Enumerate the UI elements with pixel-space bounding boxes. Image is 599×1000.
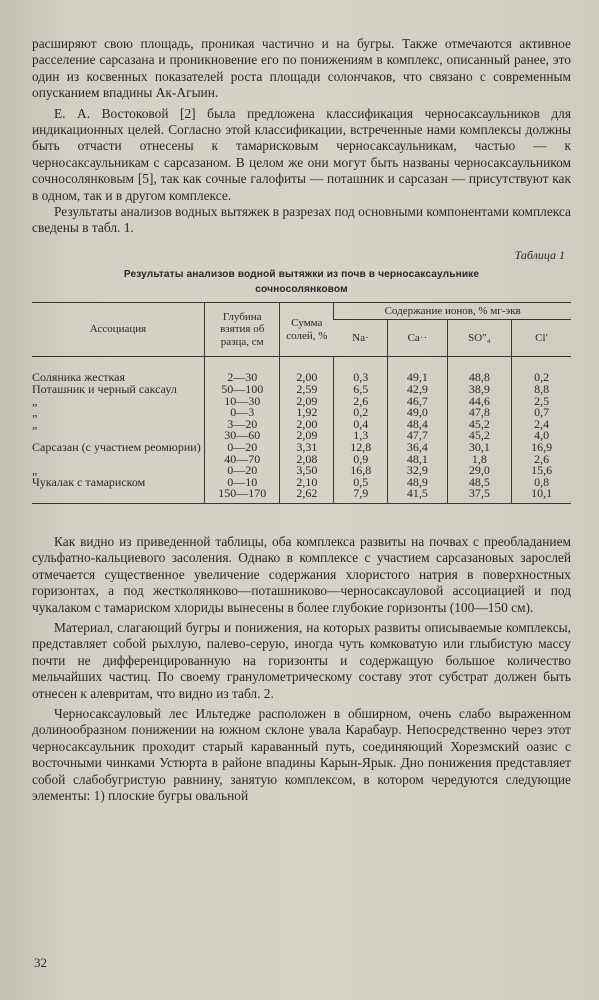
cell-association [32,454,204,466]
cell-na: 7,9 [334,488,388,503]
header-depth: Глубина взятия об разца, см [204,302,279,357]
cell-sum: 2,00 [280,372,334,384]
cell-association: „ [32,405,38,420]
table-title-line1: Результаты анализов водной вытяжки из почв в черносаксаульнике [123,268,480,280]
cell-ca: 36,4 [388,442,447,454]
cell-so4: 45,2 [447,430,512,442]
cell-sum: 2,00 [280,419,334,431]
cell-na: 0,4 [334,419,388,431]
cell-ca: 48,4 [388,419,447,431]
cell-depth: 10—30 [204,396,279,408]
cell-na: 0,2 [334,407,388,419]
cell-sum: 2,10 [280,477,334,489]
cell-depth: 150—170 [204,488,279,503]
cell-ca: 48,9 [388,477,447,489]
cell-so4: 37,5 [447,488,512,503]
cell-ca: 46,7 [388,396,447,408]
cell-sum: 2,08 [280,454,334,466]
paragraph-2: Е. А. Востоковой [2] была предложена классификация черносаксаульников для индикационных целей. Согласно этой классификации, встреченные нами комплексы должны быть отчасти отнесены к тамарисковым черносаксаульникам, частью — к черносаксаульникам с сарсазаном. В целом же они могут быть названы черносаксаульником сочносолянковым [5], так как сочные галофиты — поташник и сарсазан — присутствуют как в одном, так и в другом комплексе. [32,105,571,203]
cell-association: Чукалак с тамариском [32,474,146,489]
cell-na: 0,9 [334,454,388,466]
cell-association: „ [32,463,38,478]
cell-association [32,488,204,503]
cell-so4: 47,8 [447,407,512,419]
header-na: Na· [334,320,388,357]
cell-sum: 3,31 [280,442,334,454]
table-row [32,488,571,503]
paragraph-5: Материал, слагающий бугры и понижения, на которых развиты описываемые комплексы, представляет собой рыхлую, палево-серую, иногда чуть комковатую или глыбистую массу почти не дифференцированную на горизонты и содержащую большое количество мельчайших частиц. По своему гранулометрическому составу этот субстрат должен быть отнесен к алевритам, что видно из табл. 2. [32,619,571,701]
table-title [32,267,571,297]
cell-cl: 2,4 [512,419,571,431]
cell-sum: 2,62 [280,488,334,503]
cell-so4: 44,6 [447,396,512,408]
cell-depth: 2—30 [204,372,279,384]
cell-cl: 0,8 [512,477,571,489]
paragraph-3: Результаты анализов водных вытяжек в разрезах под основными компонентами комплекса сведены в табл. 1. [32,204,571,236]
cell-ca: 47,7 [388,430,447,442]
cell-so4: 29,0 [447,465,512,477]
cell-na: 2,6 [334,396,388,408]
header-salt-sum: Сумма солей, % [280,302,334,357]
cell-association: Сарсазан (с участием реомюрии) [32,439,201,454]
cell-so4: 48,5 [447,477,512,489]
cell-association: „ [32,393,38,408]
cell-cl: 2,6 [512,454,571,466]
cell-na: 0,5 [334,477,388,489]
cell-cl: 15,6 [512,465,571,477]
paragraph-4: Как видно из приведенной таблицы, оба комплекса развиты на почвах с преобладанием сульфатно-кальциевого засоления. Однако в комплексе с участием сарсазановых зарослей отмечается существенное увеличение содержания хлористого натрия в поверхностных горизонтах, а под жестколянково—поташниково—черносаксауловой ассоциацией и под чукалаком с тамариском хлориды вынесены в более глубокие горизонты (100—150 см). [32,533,571,615]
cell-cl: 0,2 [512,372,571,384]
table-title-line2: сочносолянковом [255,283,348,295]
cell-so4: 1,8 [447,454,512,466]
cell-so4: 48,8 [447,372,512,384]
cell-ca: 42,9 [388,384,447,396]
cell-depth: 40—70 [204,454,279,466]
cell-association: „ [32,416,38,431]
page-number: 32 [34,955,47,970]
cell-na: 0,3 [334,372,388,384]
header-ions-group: Содержание ионов, % мг-экв [334,302,571,320]
header-cl: Cl′ [512,320,571,357]
cell-depth: 30—60 [204,430,279,442]
cell-so4: 30,1 [447,442,512,454]
cell-cl: 8,8 [512,384,571,396]
cell-depth: 0—3 [204,407,279,419]
cell-ca: 49,1 [388,372,447,384]
header-so4: SO″₄ [447,320,512,357]
cell-cl: 10,1 [512,488,571,503]
cell-na: 6,5 [334,384,388,396]
cell-depth: 0—10 [204,477,279,489]
cell-na: 12,8 [334,442,388,454]
cell-na: 16,8 [334,465,388,477]
cell-so4: 38,9 [447,384,512,396]
cell-cl: 16,9 [512,442,571,454]
cell-sum: 3,50 [280,465,334,477]
table-label: Таблица 1 [514,247,565,262]
cell-depth: 0—20 [204,465,279,477]
cell-ca: 49,0 [388,407,447,419]
cell-association: Поташник и черный саксаул [32,381,177,396]
cell-sum: 2,09 [280,396,334,408]
cell-sum: 2,09 [280,430,334,442]
header-association: Ассоциация [32,302,204,357]
cell-cl: 0,7 [512,407,571,419]
cell-sum: 2,59 [280,384,334,396]
cell-cl: 4,0 [512,430,571,442]
paragraph-6: Черносаксауловый лес Ильтедже расположен в обширном, очень слабо выраженном долинообразном понижении на южном склоне увала Карабаур. Непосредственно через этот черносаксаульник проходит старый караванный путь, соединяющий Хорезмский оазис с восточными чинками Устюрта в районе впадины Карын-Ярык. Дно понижения представляет собой слабобугристую равнину, занятую комплексом, в котором чередуются следующие элементы: 1) плоские бугры овальной [32,705,571,803]
cell-so4: 45,2 [447,419,512,431]
cell-na: 1,3 [334,430,388,442]
cell-depth: 0—20 [204,442,279,454]
cell-association: Соляника жесткая [32,370,125,385]
data-table [32,302,571,504]
cell-ca: 41,5 [388,488,447,503]
cell-cl: 2,5 [512,396,571,408]
cell-depth: 3—20 [204,419,279,431]
cell-ca: 32,9 [388,465,447,477]
paragraph-1: расширяют свою площадь, проникая частично и на бугры. Также отмечаются активное расселение сарсазана и проникновение его по понижениям в комплекс, описанный ранее, это один из косвенных показателей роста площади солончаков, что связано с современным опусканием впадины Ак-Агыин. [32,36,571,101]
cell-ca: 48,1 [388,454,447,466]
header-ca: Ca·· [388,320,447,357]
cell-depth: 50—100 [204,384,279,396]
cell-sum: 1,92 [280,407,334,419]
